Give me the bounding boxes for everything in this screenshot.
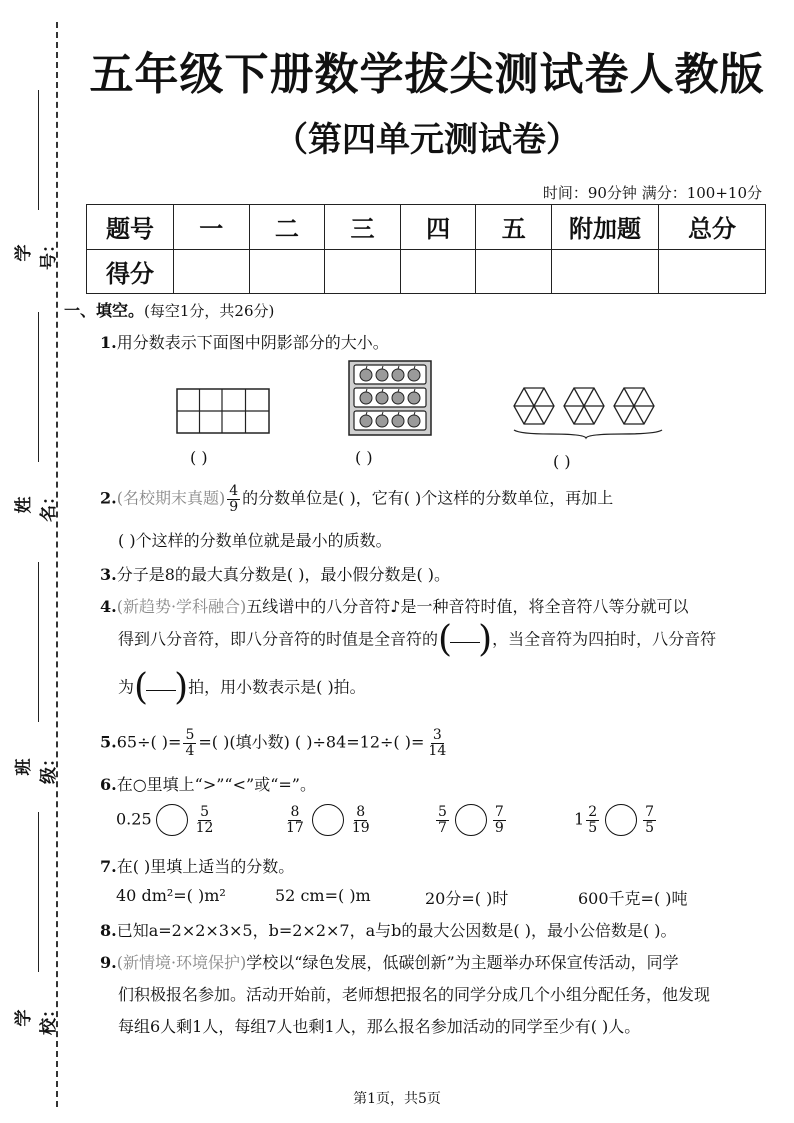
fraction-numerator: 5 (185, 727, 195, 743)
score-input-cell[interactable] (400, 249, 476, 294)
question-number: 1. (100, 333, 117, 352)
question-text: 在○里填上“>”“<”或“=”。 (116, 775, 316, 794)
compare-item-2 (282, 804, 374, 836)
fraction-denominator: 5 (588, 819, 598, 836)
compare-item-1 (116, 804, 217, 836)
fraction-numerator: 4 (229, 483, 239, 499)
unit-item: 20分=( )时 (425, 889, 509, 908)
fraction-numerator: 7 (645, 803, 655, 820)
apples-figure (348, 360, 432, 436)
question-text: 拍，用小数表示是( )拍。 (188, 677, 366, 697)
compare-item-4 (574, 804, 658, 836)
question-number: 7. (100, 857, 117, 876)
question-5 (100, 728, 450, 758)
compare-circle[interactable] (312, 804, 344, 836)
score-input-cell[interactable] (659, 249, 766, 294)
question-number: 9. (100, 953, 117, 972)
compare-circle[interactable] (455, 804, 487, 836)
question-tag: (名校期末真题) (116, 488, 226, 508)
answer-paren-3[interactable]: ( ) (553, 452, 571, 471)
score-table (86, 204, 766, 294)
hexagons-figure (510, 384, 666, 440)
question-9 (100, 950, 679, 973)
compare-circle[interactable] (605, 804, 637, 836)
score-cell: 附加题 (552, 205, 659, 250)
score-input-cell[interactable] (325, 249, 401, 294)
question-text: 在( )里填上适当的分数。 (116, 857, 295, 876)
fraction (227, 484, 240, 514)
fraction-denominator: 17 (286, 819, 304, 836)
question-text: 65÷( )= (116, 732, 182, 752)
unit-item: 40 dm²=( )m² (116, 886, 226, 905)
fraction-blank[interactable]: ( ) (134, 667, 189, 708)
time-score-info: 时间：90分钟 满分：100+10分 (542, 184, 762, 202)
question-6 (100, 772, 316, 795)
score-cell: 总分 (659, 205, 766, 250)
question-text: 分子是8的最大真分数是( )，最小假分数是( )。 (116, 565, 451, 584)
binding-dashed-line (56, 22, 58, 1107)
question-number: 2. (100, 488, 117, 508)
fraction-numerator: 3 (432, 727, 442, 743)
question-3 (100, 562, 450, 585)
question-9-line-2: 们积极报名参加。活动开始前，老师想把报名的同学分成几个小组分配任务，他发现 (118, 985, 711, 1004)
score-input-cell[interactable] (249, 249, 325, 294)
question-7 (100, 854, 294, 877)
fraction-numerator: 8 (356, 803, 366, 820)
student-id-label: 学号： (14, 236, 59, 270)
question-text: 为 (118, 677, 135, 697)
score-input-cell[interactable] (552, 249, 659, 294)
fraction-numerator: 5 (200, 803, 209, 820)
fraction (426, 728, 448, 758)
name-label: 姓名： (14, 488, 59, 522)
score-table-header-row (87, 205, 766, 250)
mixed-whole: 1 (574, 809, 585, 829)
question-number: 5. (100, 732, 117, 752)
question-8 (100, 918, 677, 941)
question-4-line-3 (118, 667, 366, 708)
score-cell: 四 (400, 205, 476, 250)
fraction-denominator: 12 (195, 819, 214, 836)
name-line (38, 312, 39, 462)
fraction-denominator: 9 (494, 819, 504, 836)
class-label: 班级： (14, 750, 59, 784)
score-input-cell[interactable] (476, 249, 552, 294)
score-cell: 五 (476, 205, 552, 250)
grid-figure (176, 388, 270, 434)
compare-item-3 (434, 804, 508, 836)
question-9-line-3: 每组6人剩1人，每组7人也剩1人，那么报名参加活动的同学至少有( )人。 (118, 1017, 641, 1036)
score-cell: 得分 (87, 249, 174, 294)
fraction-numerator: 2 (588, 803, 598, 820)
section-title: 一、填空。 (64, 301, 145, 320)
fraction-numerator: 7 (494, 803, 504, 820)
question-tag: (新趋势·学科融合) (116, 597, 247, 616)
fraction-denominator: 5 (645, 819, 655, 836)
question-4 (100, 594, 689, 617)
school-line (38, 812, 39, 972)
fraction-denominator: 9 (229, 498, 239, 515)
score-cell: 题号 (87, 205, 174, 250)
score-cell: 一 (174, 205, 250, 250)
score-input-cell[interactable] (174, 249, 250, 294)
answer-paren-2[interactable]: ( ) (355, 448, 373, 467)
question-text: =( )(填小数) ( )÷84=12÷( )= (198, 732, 425, 752)
fraction-denominator: 14 (428, 742, 447, 759)
page-subtitle: （第四单元测试卷） (274, 120, 580, 160)
question-number: 8. (100, 921, 117, 940)
question-4-line-2 (118, 619, 717, 660)
answer-paren-1[interactable]: ( ) (190, 448, 208, 467)
class-line (38, 562, 39, 722)
question-text: 已知a=2×2×3×5，b=2×2×7，a与b的最大公因数是( )，最小公倍数是( )。 (116, 921, 677, 940)
question-text: ，当全音符为四拍时，八分音符 (492, 629, 717, 649)
question-text: 得到八分音符，即八分音符的时值是全音符的 (118, 629, 439, 649)
unit-item: 52 cm=( )m (275, 886, 371, 905)
question-number: 6. (100, 775, 117, 794)
section-heading (64, 298, 274, 321)
fraction-denominator: 19 (351, 819, 370, 836)
question-text: 的分数单位是( )，它有( )个这样的分数单位，再加上 (242, 488, 614, 508)
fraction-numerator: 8 (290, 803, 300, 820)
question-1 (100, 330, 389, 353)
compare-circle[interactable] (156, 804, 188, 836)
fraction-blank[interactable]: ( ) (438, 619, 493, 660)
question-number: 4. (100, 597, 117, 616)
question-number: 3. (100, 565, 117, 584)
question-text: 五线谱中的八分音符♪是一种音符时值，将全音符八等分就可以 (246, 597, 689, 616)
compare-left: 0.25 (116, 809, 152, 829)
question-2 (100, 484, 613, 514)
question-2-line-2: ( )个这样的分数单位就是最小的质数。 (118, 531, 392, 550)
question-text: 用分数表示下面图中阴影部分的大小。 (116, 333, 389, 352)
score-cell: 三 (325, 205, 401, 250)
fraction-numerator: 5 (438, 803, 447, 820)
page-number: 第1页，共5页 (353, 1091, 441, 1107)
fraction-denominator: 4 (185, 742, 195, 759)
score-table-score-row (87, 249, 766, 294)
section-note: (每空1分，共26分) (144, 302, 275, 320)
fraction (183, 728, 196, 758)
question-text: 学校以“绿色发展，低碳创新”为主题举办环保宣传活动，同学 (246, 953, 679, 972)
student-id-line (38, 90, 39, 210)
page-title: 五年级下册数学拔尖测试卷人教版 (89, 49, 765, 100)
fraction-denominator: 7 (438, 819, 447, 836)
school-label: 学校： (14, 1001, 59, 1035)
unit-item: 600千克=( )吨 (578, 889, 688, 908)
score-cell: 二 (249, 205, 325, 250)
question-tag: (新情境·环境保护) (116, 953, 247, 972)
